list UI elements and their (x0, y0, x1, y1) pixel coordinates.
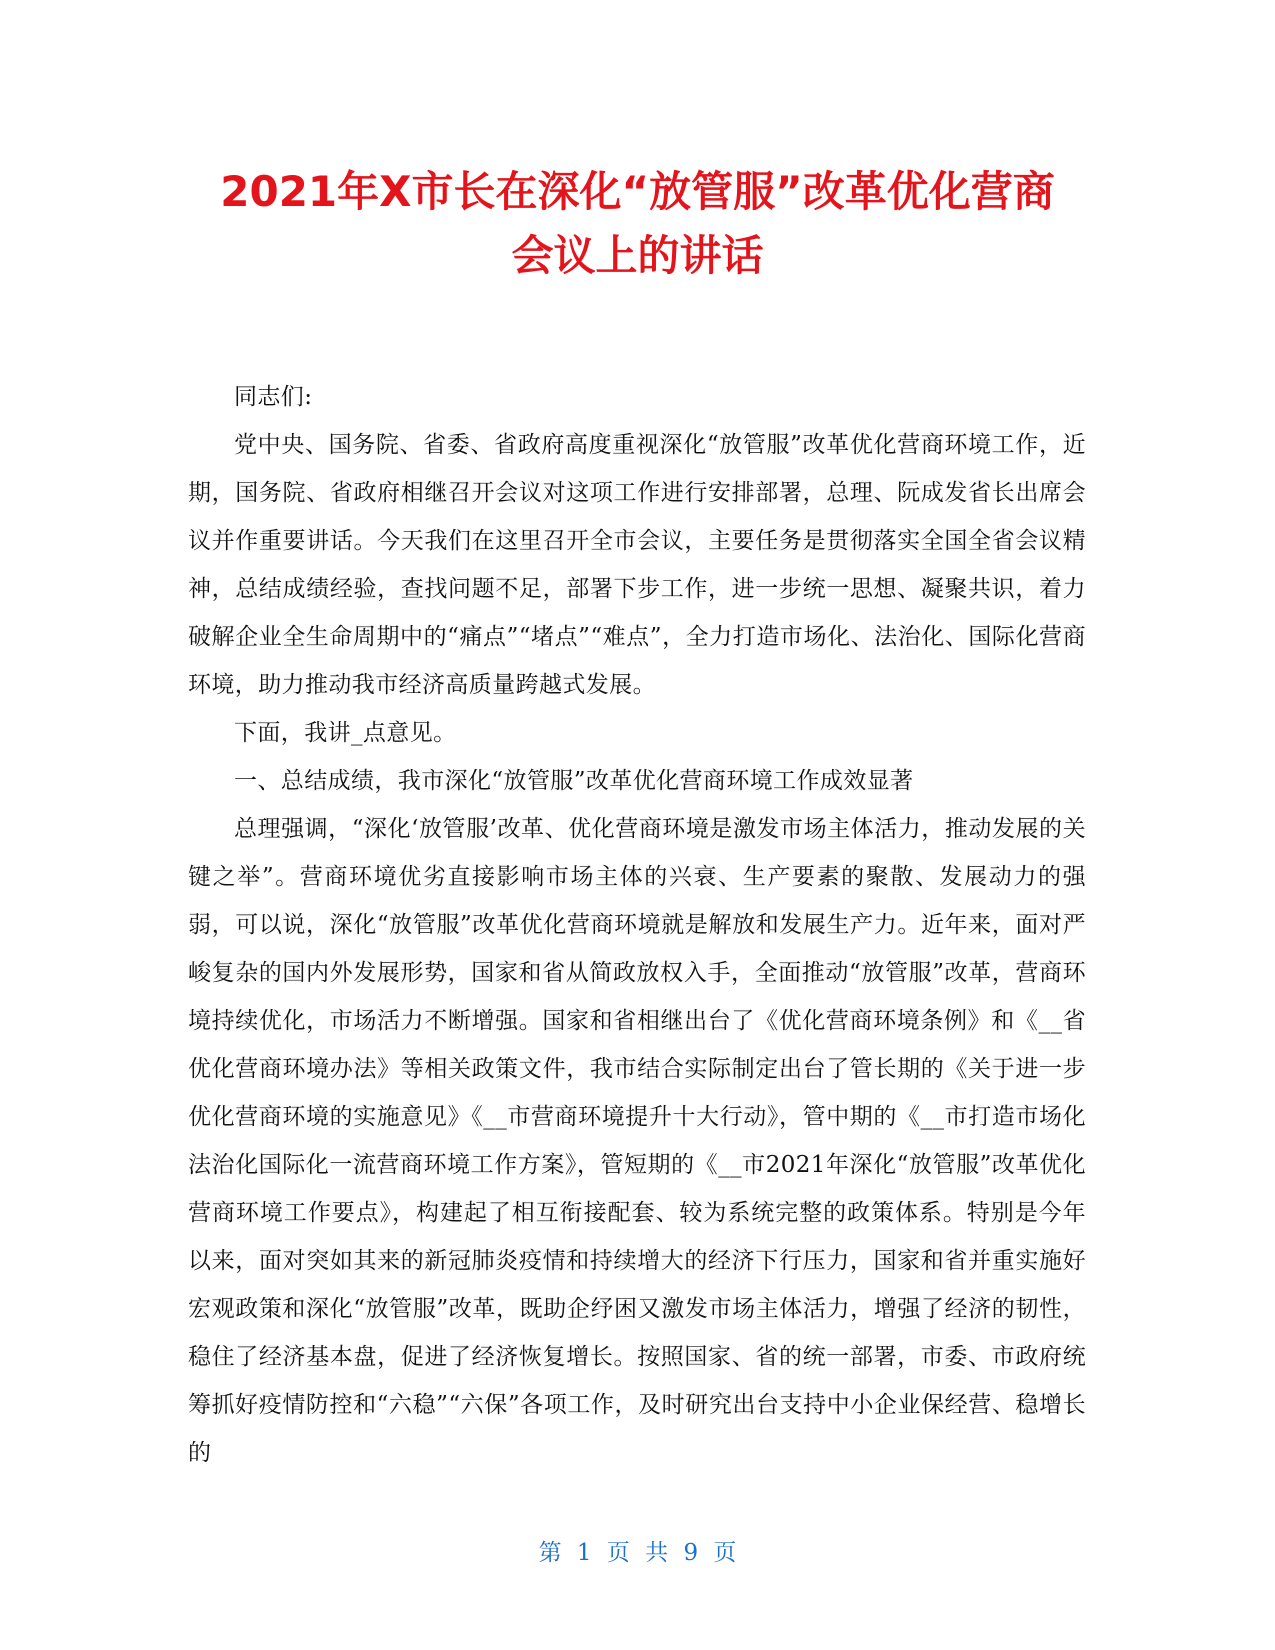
paragraph-transition: 下面，我讲_点意见。 (234, 720, 457, 746)
title-line-2: 会议上的讲话 (511, 231, 764, 280)
footer-page-number: 1 (576, 1540, 592, 1566)
footer-total-number: 9 (683, 1540, 699, 1566)
footer-page-word: 第 (538, 1540, 562, 1566)
footer-total-unit: 页 (713, 1540, 737, 1566)
footer-page-unit: 页 (606, 1540, 630, 1566)
footer-total-word: 共 (645, 1540, 669, 1566)
document-body (188, 373, 1086, 1477)
document-title (140, 160, 1135, 288)
title-line-1: 2021年X市长在深化“放管服”改革优化营商 (220, 167, 1055, 216)
section-heading-1: 一、总结成绩，我市深化“放管服”改革优化营商环境工作成效显著 (234, 768, 914, 794)
paragraph-intro: 党中央、国务院、省委、省政府高度重视深化“放管服”改革优化营商环境工作，近期，国务院、省政府相继召开会议对这项工作进行安排部署，总理、阮成发省长出席会议并作重要讲话。今天我们在这里召开全市会议，主要任务是贯彻落实全国全省会议精神，总结成绩经验，查找问题不足，部署下步工作，进一步统一思想、凝聚共识，着力破解企业全生命周期中的“痛点”“堵点”“难点”，全力打造市场化、法治化、国际化营商环境，助力推动我市经济高质量跨越式发展。 (188, 432, 1086, 698)
page-footer (0, 1534, 1275, 1567)
paragraph-section-1: 总理强调，“深化‘放管服’改革、优化营商环境是激发市场主体活力，推动发展的关键之举”。营商环境优劣直接影响市场主体的兴衰、生产要素的聚散、发展动力的强弱，可以说，深化“放管服”改革优化营商环境就是解放和发展生产力。近年来，面对严峻复杂的国内外发展形势，国家和省从简政放权入手，全面推动“放管服”改革，营商环境持续优化，市场活力不断增强。国家和省相继出台了《优化营商环境条例》和《__省优化营商环境办法》等相关政策文件，我市结合实际制定出台了管长期的《关于进一步优化营商环境的实施意见》《__市营商环境提升十大行动》，管中期的《__市打造市场化法治化国际化一流营商环境工作方案》，管短期的《__市2021年深化“放管服”改革优化营商环境工作要点》，构建起了相互衔接配套、较为系统完整的政策体系。特别是今年以来，面对突如其来的新冠肺炎疫情和持续增大的经济下行压力，国家和省并重实施好宏观政策和深化“放管服”改革，既助企纾困又激发市场主体活力，增强了经济的韧性，稳住了经济基本盘，促进了经济恢复增长。按照国家、省的统一部署，市委、市政府统筹抓好疫情防控和“六稳”“六保”各项工作，及时研究出台支持中小企业保经营、稳增长的 (188, 816, 1086, 1466)
salutation: 同志们: (234, 384, 313, 410)
